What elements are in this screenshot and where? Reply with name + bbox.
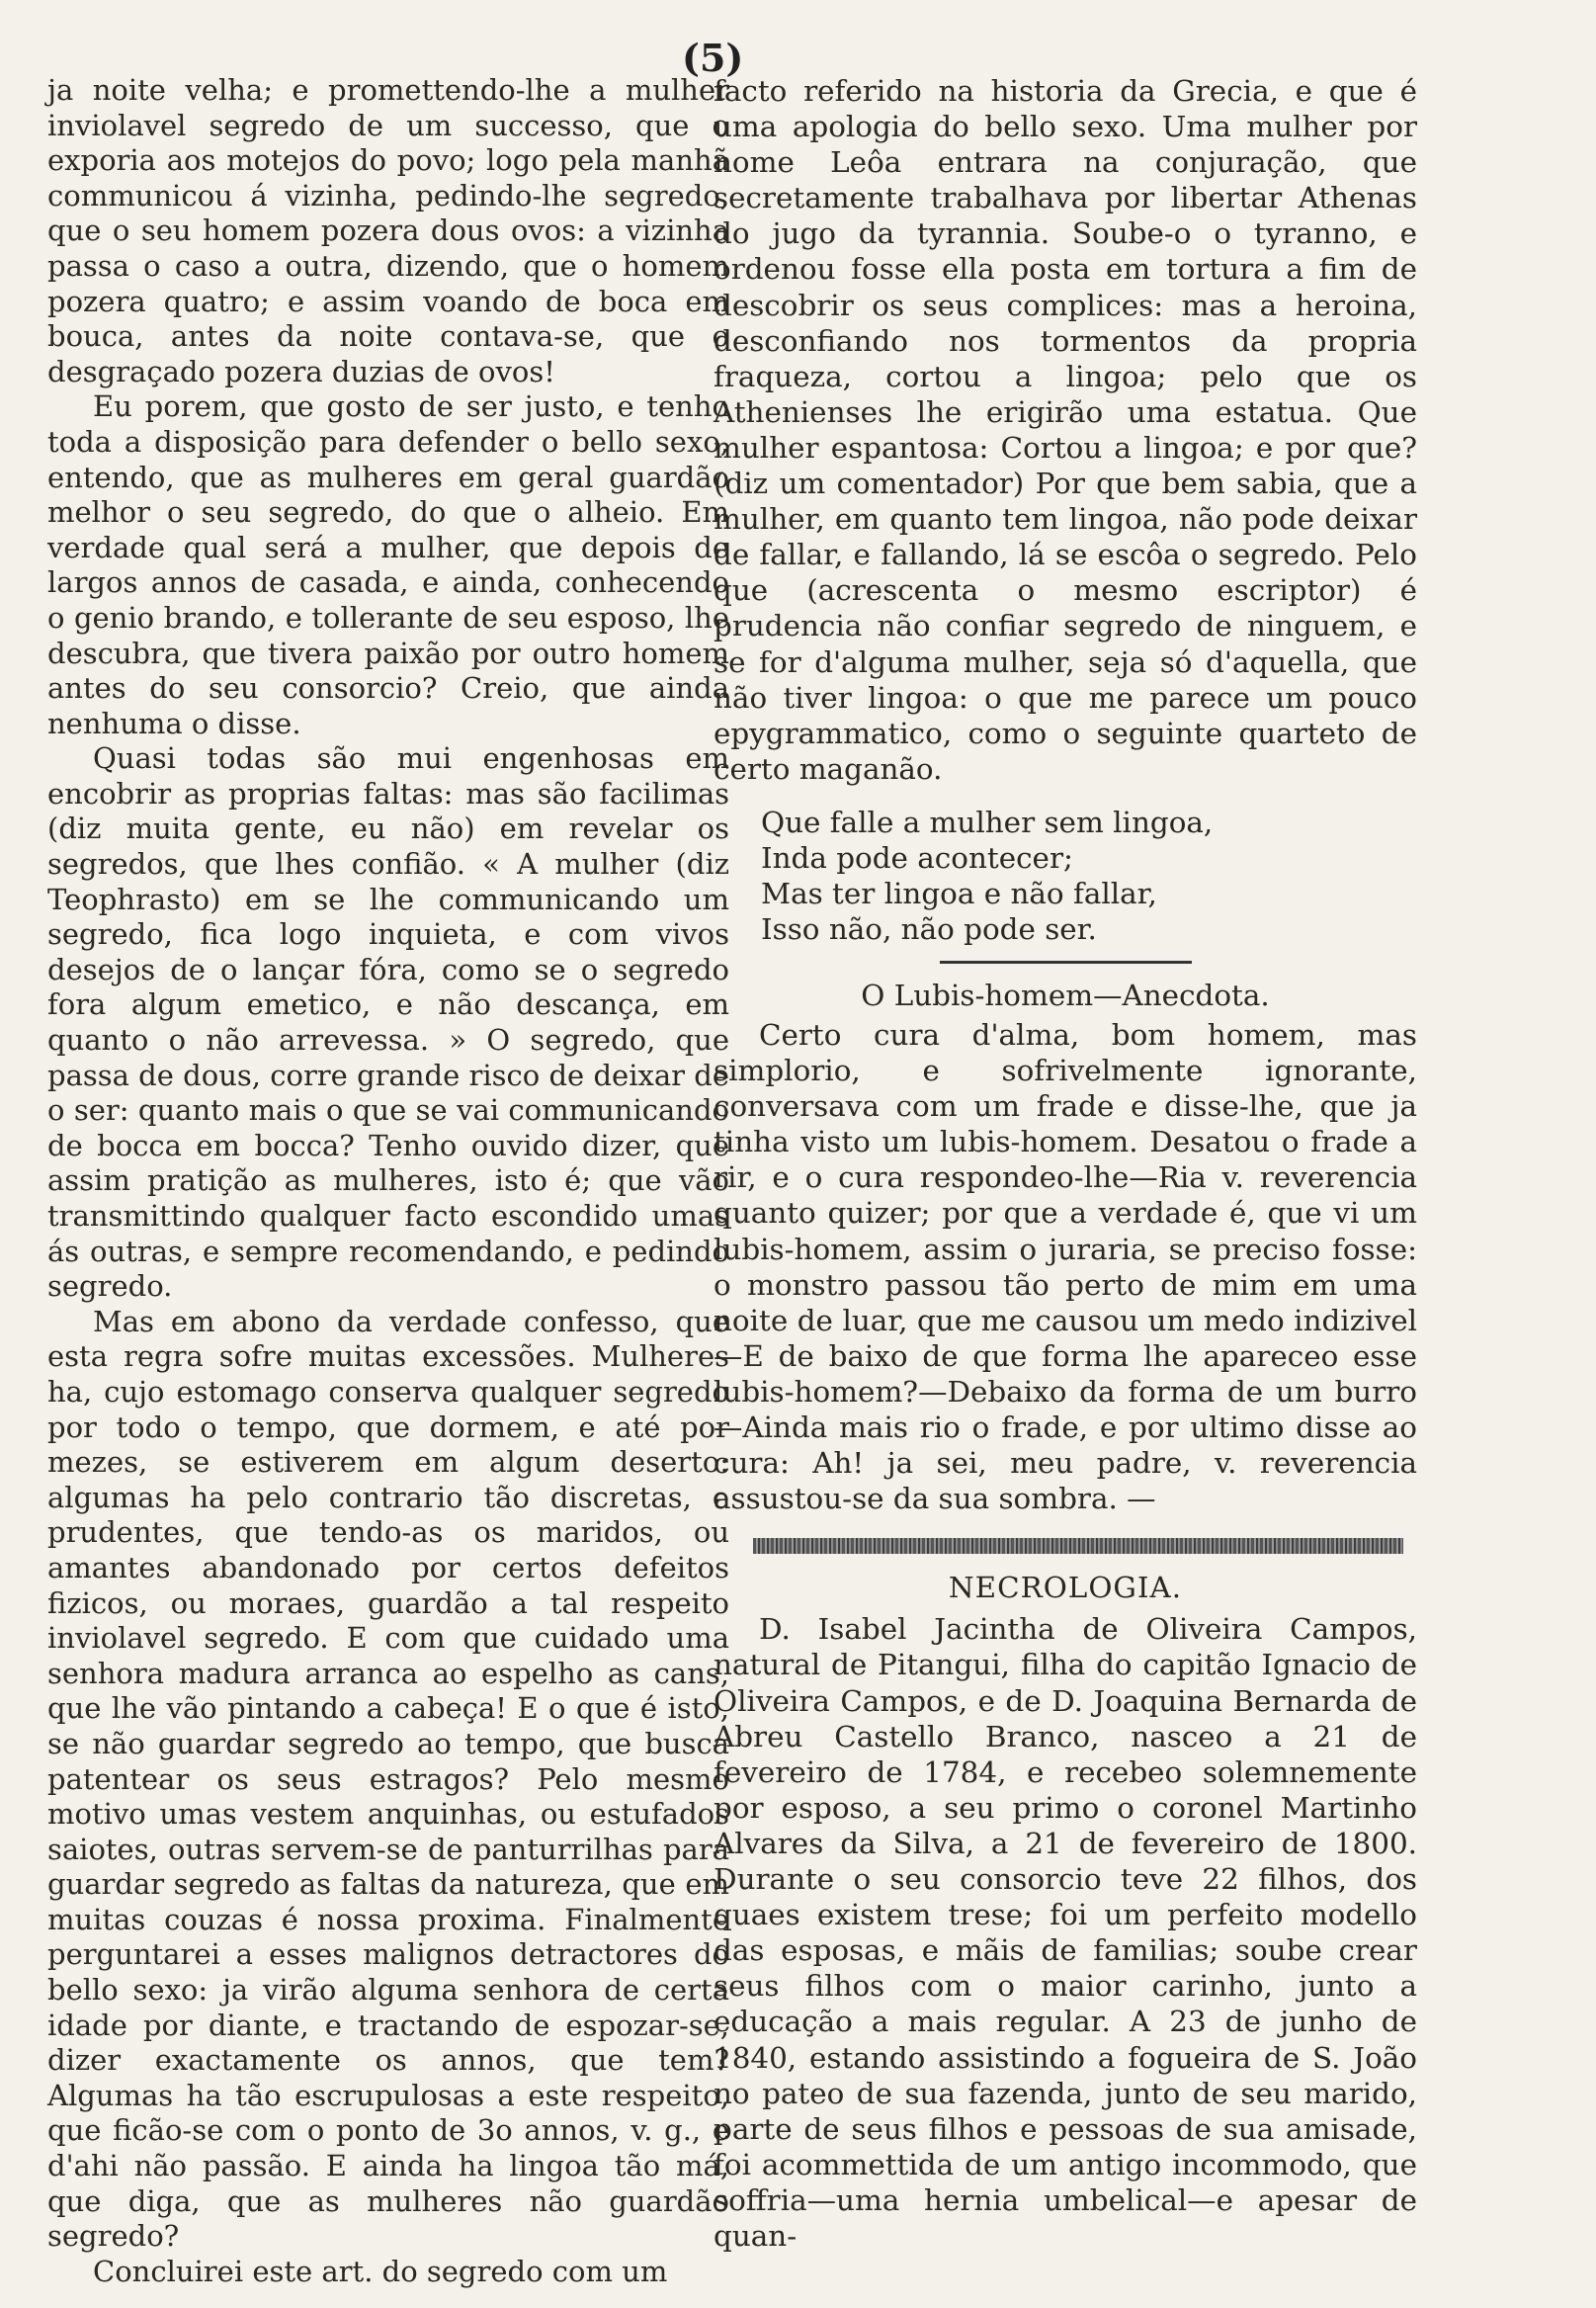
paragraph-greek-fact: facto referido na historia da Grecia, e que é uma apologia do bello sexo. Uma mulher por nome Leôa entrara na conjuração, que secretamente trabalhava por libertar Athenas do jugo da tyrannia. Soube-o o tyranno, e ordenou fosse ella posta em tortura a fim de descobrir os seus complices: mas a heroina, desconfiando nos tormentos da propria fraqueza, cortou a lingoa; pelo que os Athenienses lhe erigirão uma estatua. Que mulher espantosa: Cortou a lingoa; e por que? (diz um comentador) Por que bem sabia, que a mulher, em quanto tem lingoa, não pode deixar de fallar, e fallando, lá se escôa o segredo. Pelo que (acrescenta o mesmo escriptor) é prudencia não confiar segredo de ninguem, e se for d'alguma mulher, seja só d'aquella, que não tiver lingoa: o que me parece um pouco epygrammatico, como o seguinte quarteto de certo maganão. xyxy=(714,74,1417,786)
quartet-line: Mas ter lingoa e não fallar, xyxy=(761,876,1157,910)
section-divider xyxy=(940,961,1192,964)
necrology-title: NECROLOGIA. xyxy=(948,1571,1183,1605)
left-column xyxy=(47,73,729,2289)
page-number: (5) xyxy=(682,36,744,80)
ornamental-band xyxy=(753,1538,1403,1554)
paragraph-teophrasto: Quasi todas são mui engenhosas em encobrir as proprias faltas: mas são facilimas (diz muita gente, eu não) em revelar os segredos, que lhes confião. « A mulher (diz Teophrasto) em se lhe communicando um segredo, fica logo inquieta, e com vivos desejos de o lançar fóra, como se o segredo fora algum emetico, e não descança, em quanto o não arrevessa. » O segredo, que passa de dous, corre grande risco de deixar de o ser: quanto mais o que se vai communicando de bocca em bocca? Tenho ouvido dizer, que assim pratição as mulheres, isto é; que vão transmittindo qualquer facto escondido umas ás outras, e sempre recomendando, e pedindo segredo. xyxy=(47,741,729,1304)
necrology-text: D. Isabel Jacintha de Oliveira Campos, natural de Pitangui, filha do capitão Ignacio de Oliveira Campos, e de D. Joaquina Bernarda de Abreu Castello Branco, nasceo a 21 de fevereiro de 1784, e recebeo solemnemente por esposo, a seu primo o coronel Martinho Alvares da Silva, a 21 de fevereiro de 1800. Durante o seu consorcio teve 22 filhos, dos quaes existem trese; foi um perfeito modello das esposas, e mãis de familias; soube crear seus filhos com o maior carinho, junto a educação a mais regular. A 23 de junho de 1840, estando assistindo a fogueira de S. João no pateo de sua fazenda, junto de seu marido, parte de seus filhos e pessoas de sua amisade, foi acommettida de um antigo incommodo, que soffria—uma hernia umbelical—e apesar de quan- xyxy=(714,1612,1417,2253)
quartet-line: Que falle a mulher sem lingoa, xyxy=(761,805,1214,839)
paragraph-story-ending: ja noite velha; e promettendo-lhe a mulher inviolavel segredo de um successo, que o exporia aos motejos do povo; logo pela manhã communicou á vizinha, pedindo-lhe segredo, que o seu homem pozera dous ovos: a vizinha passa o caso a outra, dizendo, que o homem pozera quatro; e assim voando de boca em bouca, antes da noite contava-se, que o desgraçado pozera duzias de ovos! xyxy=(47,73,729,388)
paragraph-conclusion: Concluirei este art. do segredo com um xyxy=(93,2254,668,2288)
paragraph-defense: Eu porem, que gosto de ser justo, e tenho toda a disposição para defender o bello sexo, entendo, que as mulheres em geral guardão melhor o seu segredo, do que o alheio. Em verdade qual será a mulher, que depois de largos annos de casada, e ainda, conhecendo o genio brando, e tollerante de seu esposo, lhe descubra, que tivera paixão por outro homem antes do seu consorcio? Creio, que ainda nenhuma o disse. xyxy=(47,389,729,740)
paragraph-exceptions: Mas em abono da verdade confesso, que esta regra sofre muitas excessões. Mulheres ha, cujo estomago conserva qualquer segredo por todo o tempo, que dormem, e até por mezes, se estiverem em algum deserto: algumas ha pelo contrario tão discretas, e prudentes, que tendo-as os maridos, ou amantes abandonado por certos defeitos fizicos, ou moraes, guardão a tal respeito inviolavel segredo. E com que cuidado uma senhora madura arranca ao espelho as cans, que lhe vão pintando a cabeça! E o que é isto, se não guardar segredo ao tempo, que busca patentear os seus estragos? Pelo mesmo motivo umas vestem anquinhas, ou estufados saiotes, outras servem-se de panturrilhas para guardar segredo as faltas da natureza, que em muitas couzas é nossa proxima. Finalmente perguntarei a esses malignos detractores do bello sexo: ja virão alguma senhora de certa idade por diante, e tractando de espozar-se, dizer exactamente os annos, que tem? Algumas ha tão escrupulosas a este respeito, que ficão-se com o ponto de 3o annos, v. g., e d'ahi não passão. E ainda ha lingoa tão má, que diga, que as mulheres não guardão segredo? xyxy=(47,1304,729,2254)
quartet-line: Inda pode acontecer; xyxy=(761,840,1073,875)
quartet-line: Isso não, não pode ser. xyxy=(761,911,1097,946)
right-column xyxy=(714,73,1417,2254)
anecdote-title: O Lubis-homem—Anecdota. xyxy=(861,978,1270,1012)
anecdote-text: Certo cura d'alma, bom homem, mas simplorio, e sofrivelmente ignorante, conversava com um frade e disse-lhe, que ja tinha visto um lubis-homem. Desatou o frade a rir, e o cura respondeo-lhe—Ria v. reverencia quanto quizer; por que a verdade é, que vi um lubis-homem, assim o juraria, se preciso fosse: o monstro passou tão perto de mim em uma noite de luar, que me causou um medo indizivel—E de baixo de que forma lhe apareceo esse lubis-homem?—Debaixo da forma de um burro—Ainda mais rio o frade, e por ultimo disse ao cura: Ah! ja sei, meu padre, v. reverencia assustou-se da sua sombra. — xyxy=(714,1017,1417,1516)
quartet xyxy=(761,805,1417,947)
